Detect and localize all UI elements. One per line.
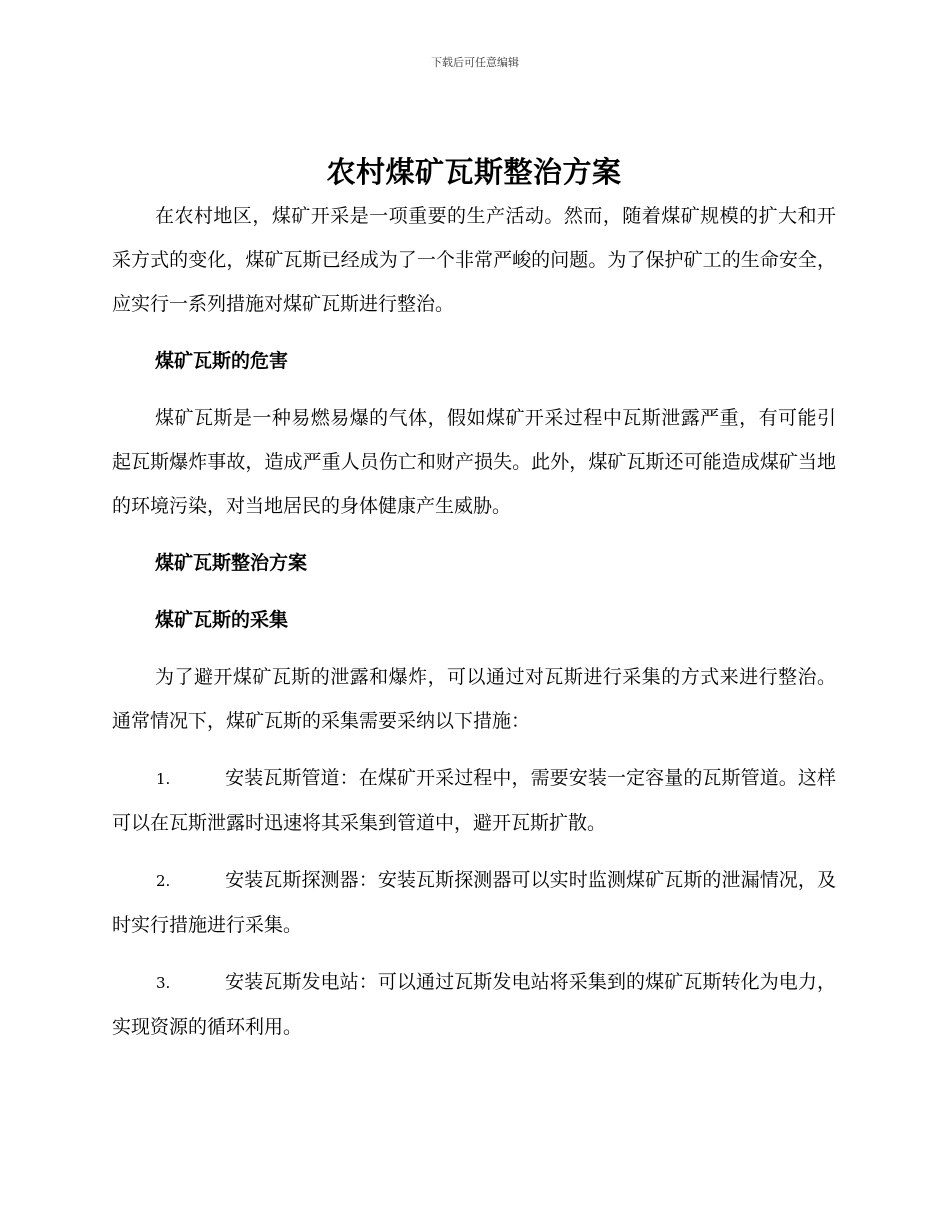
spacer bbox=[112, 947, 836, 960]
hazard-heading: 煤矿瓦斯的危害 bbox=[155, 350, 289, 372]
measure-item-1 bbox=[112, 756, 836, 845]
measure-number: 2. bbox=[156, 872, 171, 890]
measure-item-2 bbox=[112, 858, 836, 947]
intro-paragraph: 在农村地区，煤矿开采是一项重要的生产活动。然而，随着煤矿规模的扩大和开采方式的变化，煤矿瓦斯已经成为了一个非常严峻的问题。为了保护矿工的生命安全，应实行一系列措施对煤矿瓦斯进行整治。 bbox=[112, 205, 836, 315]
spacer bbox=[112, 743, 836, 756]
collection-heading: 煤矿瓦斯的采集 bbox=[155, 609, 289, 631]
spacer bbox=[112, 326, 836, 339]
spacer bbox=[112, 383, 836, 396]
measure-text: 安装瓦斯探测器：安装瓦斯探测器可以实时监测煤矿瓦斯的泄漏情况，及时实行措施进行采集。 bbox=[112, 869, 836, 936]
measure-number: 3. bbox=[156, 974, 171, 992]
spacer bbox=[112, 845, 836, 858]
plan-heading: 煤矿瓦斯整治方案 bbox=[155, 552, 308, 574]
spacer bbox=[112, 642, 836, 655]
document-title: 农村煤矿瓦斯整治方案 bbox=[326, 155, 622, 189]
header-note: 下载后可任意编辑 bbox=[431, 56, 519, 69]
measure-number: 1. bbox=[156, 770, 171, 788]
collection-paragraph: 为了避开煤矿瓦斯的泄露和爆炸，可以通过对瓦斯进行采集的方式来进行整治。通常情况下，煤矿瓦斯的采集需要采纳以下措施： bbox=[112, 666, 836, 732]
measure-item-3 bbox=[112, 960, 836, 1049]
document-body bbox=[112, 150, 836, 1049]
measure-text: 安装瓦斯发电站：可以通过瓦斯发电站将采集到的煤矿瓦斯转化为电力，实现资源的循环利用。 bbox=[112, 971, 836, 1038]
spacer bbox=[112, 528, 836, 541]
hazard-paragraph: 煤矿瓦斯是一种易燃易爆的气体，假如煤矿开采过程中瓦斯泄露严重，有可能引起瓦斯爆炸事故，造成严重人员伤亡和财产损失。此外，煤矿瓦斯还可能造成煤矿当地的环境污染，对当地居民的身体健康产生威胁。 bbox=[112, 407, 836, 517]
spacer bbox=[112, 585, 836, 598]
measure-text: 安装瓦斯管道：在煤矿开采过程中，需要安装一定容量的瓦斯管道。这样可以在瓦斯泄露时迅速将其采集到管道中，避开瓦斯扩散。 bbox=[112, 767, 836, 834]
